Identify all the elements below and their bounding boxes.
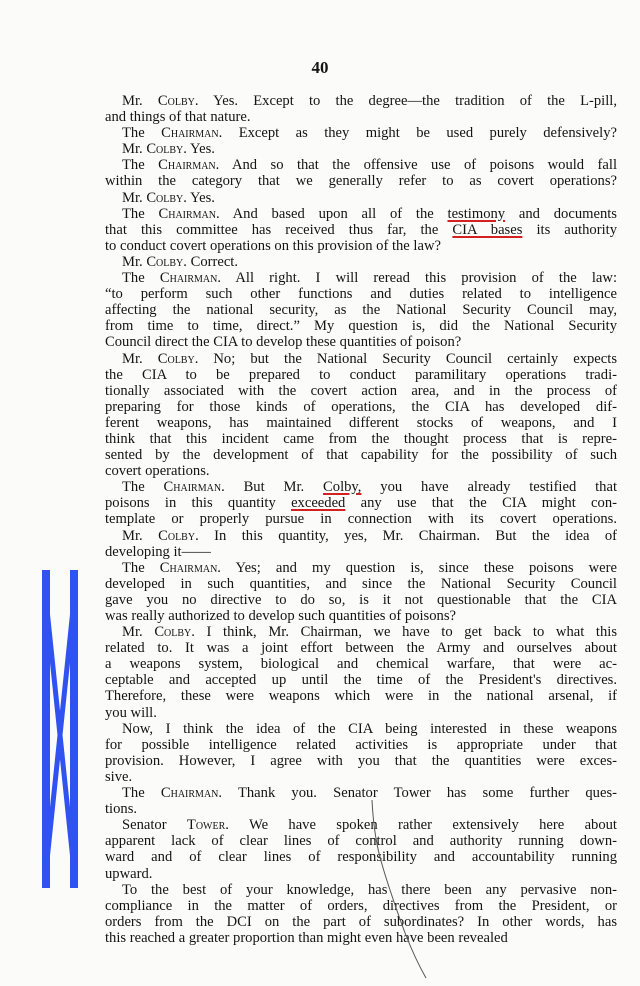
text-run: compliance in the matter of orders, directives from the President, or — [105, 897, 617, 914]
text-run: ceptable and accepted up until the time of the President's directives. — [105, 672, 617, 689]
speaker-name: Chairman — [159, 559, 218, 576]
text-run: Mr. — [122, 253, 147, 270]
text-run: Now, I think the idea of the CIA being interested in these weapons — [122, 720, 617, 737]
text-line — [105, 399, 617, 415]
text-line — [105, 286, 617, 302]
text-run: to conduct covert operations on this provision of the law? — [105, 237, 441, 254]
text-run: . Thank you. Senator Tower has some further ques- — [218, 785, 617, 802]
text-line — [105, 930, 617, 946]
text-run: you have already testified that — [361, 479, 617, 496]
text-run: The — [122, 125, 162, 142]
text-run: “to perform such other functions and duties related to intelligence — [105, 286, 617, 303]
text-run: for possible intelligence related activities is appropriate under that — [105, 736, 617, 753]
text-line — [105, 463, 617, 479]
text-line — [105, 109, 617, 125]
text-run: . Correct. — [183, 253, 239, 270]
text-run: The — [122, 205, 159, 222]
text-line — [105, 817, 617, 833]
text-run: this reached a greater proportion than might even have been revealed — [105, 929, 508, 946]
text-run: Council direct the CIA to develop these quantities of poison? — [105, 334, 462, 351]
text-run: . All right. I will reread this provision of the law: — [217, 270, 618, 287]
text-line — [105, 383, 617, 399]
text-run: . I think, Mr. Chairman, we have to get back to what this — [191, 624, 617, 641]
text-line — [105, 302, 617, 318]
speaker-name: Tower — [186, 817, 226, 834]
underlined-phrase: Colby, — [323, 479, 362, 496]
text-run: Mr. — [122, 624, 155, 641]
text-line — [105, 882, 617, 898]
text-run: gave you no directive to do so, is it not questionable that the CIA — [105, 591, 617, 608]
text-line — [105, 914, 617, 930]
speaker-name: Chairman — [163, 479, 222, 496]
text-run: any use that the CIA might con- — [345, 495, 617, 512]
text-run: from time to time, direct.” My question is, did the National Security — [105, 318, 617, 335]
text-line — [105, 656, 617, 672]
text-run: was really authorized to develop such quantities of poisons? — [105, 608, 456, 624]
text-run: . Yes. — [183, 189, 215, 206]
speaker-name: Colby — [146, 189, 184, 206]
text-run: covert operations. — [105, 463, 210, 480]
text-run: Mr. — [122, 93, 158, 109]
text-run: . And so that the offensive use of poisons would fall — [215, 157, 617, 174]
text-run: and documents — [505, 205, 617, 222]
text-line — [105, 190, 617, 206]
speaker-name: Colby — [146, 141, 184, 158]
text-run: sented by the development of that capability for the possibility of such — [105, 447, 617, 464]
pencil-stroke — [370, 800, 430, 980]
text-run: developing it—— — [105, 543, 211, 560]
underlined-phrase: exceeded — [291, 495, 346, 512]
speaker-name: Chairman — [158, 205, 216, 222]
text-line — [105, 415, 617, 431]
text-run: you will. — [105, 704, 157, 721]
text-line — [105, 367, 617, 383]
text-run: developed in such quantities, and since the National Security Council — [105, 575, 617, 592]
text-line — [105, 672, 617, 688]
text-run: ferent weapons, has maintained different stocks of weapons, and I — [105, 414, 617, 431]
page-number: 40 — [311, 58, 329, 77]
text-line — [105, 801, 617, 817]
text-line — [105, 753, 617, 769]
text-line — [105, 334, 617, 350]
pencil-curve — [372, 800, 426, 978]
text-run: template or properly pursue in connection with its covert operations. — [105, 511, 617, 528]
text-run: . Yes; and my question is, since these poisons were — [217, 559, 617, 576]
text-run: To the best of your knowledge, has there been any pervasive non- — [122, 881, 617, 898]
text-line — [105, 544, 617, 560]
text-line — [105, 624, 617, 640]
text-line — [105, 898, 617, 914]
speaker-name: Colby — [157, 93, 195, 109]
text-line — [105, 528, 617, 544]
speaker-name: Colby — [154, 624, 192, 641]
speaker-name: Colby — [157, 350, 195, 367]
text-run: sive. — [105, 768, 133, 785]
text-run: The — [122, 270, 160, 287]
text-line — [105, 785, 617, 801]
text-line — [105, 93, 617, 109]
text-run: Mr. — [122, 189, 147, 206]
text-run: apparent lack of clear lines of control and authority running down- — [105, 833, 617, 850]
text-run: Senator — [122, 817, 187, 834]
text-run: within the category that we generally refer to as covert operations? — [105, 173, 617, 190]
text-run: . In this quantity, yes, Mr. Chairman. But the idea of — [195, 527, 618, 544]
text-line — [105, 608, 617, 624]
text-run: its authority — [522, 221, 617, 238]
underlined-phrase: testimony — [447, 205, 506, 222]
text-run: Therefore, these were weapons which were in the national arsenal, if — [105, 688, 617, 705]
text-run: Mr. — [122, 350, 158, 367]
speaker-name: Chairman — [160, 785, 219, 802]
text-run: ward and of clear lines of responsibility and accountability running — [105, 849, 617, 866]
text-run: orders from the DCI on the part of subordinates? In other words, has — [105, 913, 617, 930]
text-run: upward. — [105, 865, 153, 882]
text-line — [105, 495, 617, 511]
speaker-name: Chairman — [159, 270, 218, 287]
text-line — [105, 479, 617, 495]
text-line — [105, 769, 617, 785]
speaker-name: Chairman — [158, 157, 216, 174]
text-line — [105, 592, 617, 608]
text-run: poisons in this quantity — [105, 495, 292, 512]
text-run: tions. — [105, 801, 138, 818]
text-line — [105, 318, 617, 334]
text-line — [105, 173, 617, 189]
text-line — [105, 254, 617, 270]
text-run: . No; but the National Security Council certainly expects — [194, 350, 617, 367]
text-line — [105, 351, 617, 367]
speaker-name: Colby — [158, 527, 196, 544]
text-run: a weapons system, biological and chemical warfare, that were ac- — [105, 656, 617, 673]
text-line — [105, 206, 617, 222]
text-run: . We have spoken rather extensively here about — [225, 817, 617, 834]
text-run: . And based upon all of the — [216, 205, 448, 222]
text-line — [105, 238, 617, 254]
text-line — [105, 447, 617, 463]
text-line — [105, 511, 617, 527]
text-line — [105, 705, 617, 721]
text-line — [105, 640, 617, 656]
text-line — [105, 849, 617, 865]
body-text — [105, 93, 617, 946]
text-run: provision. However, I agree with you that the quantities were exces- — [105, 752, 617, 769]
text-line — [105, 141, 617, 157]
text-run: The — [122, 479, 164, 496]
text-line — [105, 157, 617, 173]
text-line — [105, 431, 617, 447]
text-run: tionally associated with the covert action area, and in the process of — [105, 382, 617, 399]
text-run: . Except as they might be used purely defensively? — [218, 125, 617, 142]
text-run: the CIA to be prepared to conduct paramilitary operations tradi- — [105, 366, 617, 383]
text-line — [105, 833, 617, 849]
text-run: think that this incident came from the thought process that is repre- — [105, 430, 617, 447]
text-run: preparing for those kinds of operations, the CIA has developed dif- — [105, 398, 617, 415]
text-line — [105, 576, 617, 592]
underlined-phrase: CIA bases — [452, 221, 523, 238]
text-line — [105, 125, 617, 141]
text-line — [105, 560, 617, 576]
text-line — [105, 688, 617, 704]
text-run: The — [122, 559, 160, 576]
text-run: . But Mr. — [221, 479, 324, 496]
blue-x-marker — [38, 570, 88, 895]
text-line — [105, 721, 617, 737]
text-run: and things of that nature. — [105, 109, 251, 126]
text-run: The — [122, 157, 159, 174]
text-run: that this committee has received thus far, the — [105, 221, 453, 238]
text-line — [105, 222, 617, 238]
speaker-name: Colby — [146, 253, 184, 270]
text-line — [105, 270, 617, 286]
text-run: Mr. — [122, 141, 147, 158]
text-run: affecting the national security, as the National Security Council may, — [105, 302, 617, 319]
text-run: . Yes. Except to the degree—the tradition of the L-pill, — [194, 93, 617, 109]
text-line — [105, 737, 617, 753]
text-run: The — [122, 785, 161, 802]
text-line — [105, 866, 617, 882]
text-run: related to. It was a joint effort between the Army and ourselves about — [105, 640, 617, 657]
text-run: . Yes. — [183, 141, 215, 158]
speaker-name: Chairman — [161, 125, 219, 142]
text-run: Mr. — [122, 527, 159, 544]
